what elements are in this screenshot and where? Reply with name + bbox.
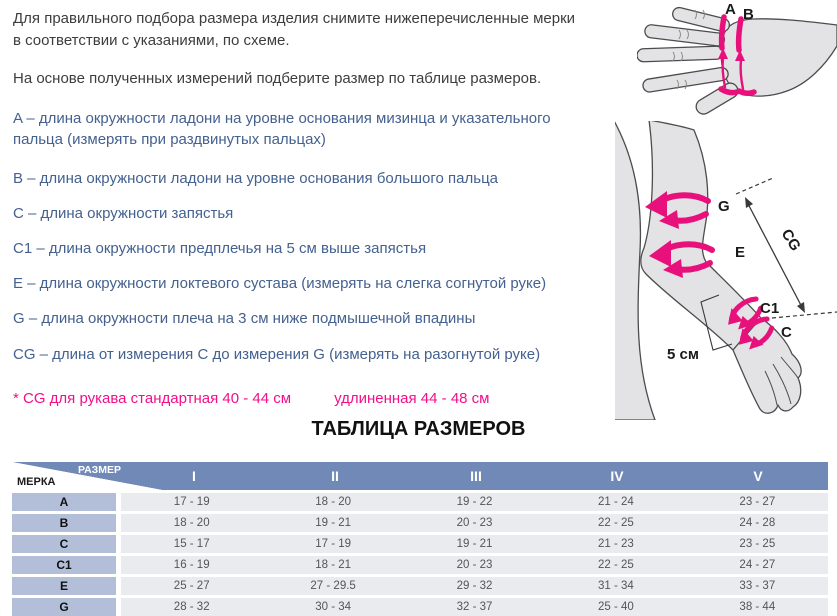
table-row [12,577,828,595]
table-cell: 22 - 25 [598,517,634,529]
measurement-item-g: G – длина окружности плеча на 3 см ниже подмышечной впадины [13,310,476,327]
hand-diagram [637,0,837,125]
table-cell: 17 - 19 [315,538,352,550]
row-label: E [12,577,116,595]
table-row [12,493,828,511]
table-cell: 19 - 22 [456,496,493,508]
table-cell: 19 - 21 [456,538,493,550]
measurement-item-b: B – длина окружности ладони на уровне основания большого пальца [13,170,499,187]
table-cell: 33 - 37 [739,580,776,592]
table-cell: 18 - 21 [315,559,352,571]
table-cell: 16 - 19 [173,559,210,571]
table-cell: 23 - 27 [739,496,776,508]
table-cell: 30 - 34 [315,601,352,613]
table-cell: 23 - 25 [739,538,776,550]
hand-shape [637,6,837,117]
size-table [12,462,828,616]
table-cell: 28 - 32 [173,601,210,613]
intro-paragraph-1: Для правильного подбора размера изделия снимите нижеперечисленные мерки в соответствии с указаниями, по схеме. [13,10,576,49]
arm-label-c1: C1 [760,300,780,317]
table-cell: 18 - 20 [315,496,352,508]
column-header-5: V [753,468,763,484]
table-cell: 18 - 20 [173,517,210,529]
measurement-item-e: E – длина окружности локтевого сустава (измерять на слегка согнутой руке) [13,275,547,292]
measurement-item-c1: C1 – длина окружности предплечья на 5 см выше запястья [13,240,427,257]
table-cell: 21 - 23 [598,538,634,550]
table-cell: 15 - 17 [173,538,210,550]
table-cell: 32 - 37 [456,601,493,613]
row-label: B [12,514,116,532]
table-row [12,556,828,574]
table-cell: 31 - 34 [598,580,634,592]
arm-label-cg: CG [777,226,804,255]
row-label: G [12,598,116,616]
column-header-2: II [331,468,339,484]
measurement-item-a: A – длина окружности ладони на уровне основания мизинца и указательного пальца (измерять при раздвинутых пальцах) [13,110,551,148]
table-cell: 22 - 25 [598,559,634,571]
hand-label-b: B [743,6,754,23]
table-cell: 21 - 24 [598,496,634,508]
table-row [12,535,828,553]
corner-size-label: РАЗМЕР [78,464,121,476]
intro-paragraph-2: На основе полученных измерений подберите размер по таблице размеров. [13,70,542,87]
arm-label-5cm: 5 см [667,346,699,363]
column-header-4: IV [610,468,624,484]
measurement-item-cg: CG – длина от измерения C до измерения G (измерять на разогнутой руке) [13,346,541,363]
note-standard: * CG для рукава стандартная 40 - 44 см [13,390,292,407]
arm-diagram [615,121,837,420]
table-row [12,598,828,616]
arm-label-c: C [781,324,792,341]
row-label: C [12,535,116,553]
body-and-arm-shape [615,121,801,420]
table-cell: 25 - 27 [173,580,210,592]
corner-measure-label: МЕРКА [17,476,56,488]
note-extended: удлиненная 44 - 48 см [334,390,490,407]
table-cell: 29 - 32 [456,580,493,592]
table-cell: 24 - 27 [739,559,776,571]
size-table-header [12,462,828,490]
table-cell: 38 - 44 [739,601,776,613]
size-table-title: ТАБЛИЦА РАЗМЕРОВ [311,418,526,440]
row-label: A [12,493,116,511]
table-cell: 27 - 29.5 [310,580,356,592]
table-row [12,514,828,532]
table-cell: 20 - 23 [456,517,493,529]
table-cell: 20 - 23 [456,559,493,571]
row-label: C1 [12,556,116,574]
column-header-1: I [192,468,196,484]
hand-label-a: A [725,1,736,18]
column-header-3: III [470,468,482,484]
corner-cell [12,462,162,490]
table-cell: 17 - 19 [173,496,210,508]
measurement-item-c: C – длина окружности запястья [13,205,234,222]
table-cell: 19 - 21 [315,517,352,529]
arm-label-g: G [718,198,730,215]
table-cell: 25 - 40 [598,601,634,613]
sleeve-length-note [13,390,489,407]
table-cell: 24 - 28 [739,517,776,529]
arm-label-e: E [735,244,746,261]
